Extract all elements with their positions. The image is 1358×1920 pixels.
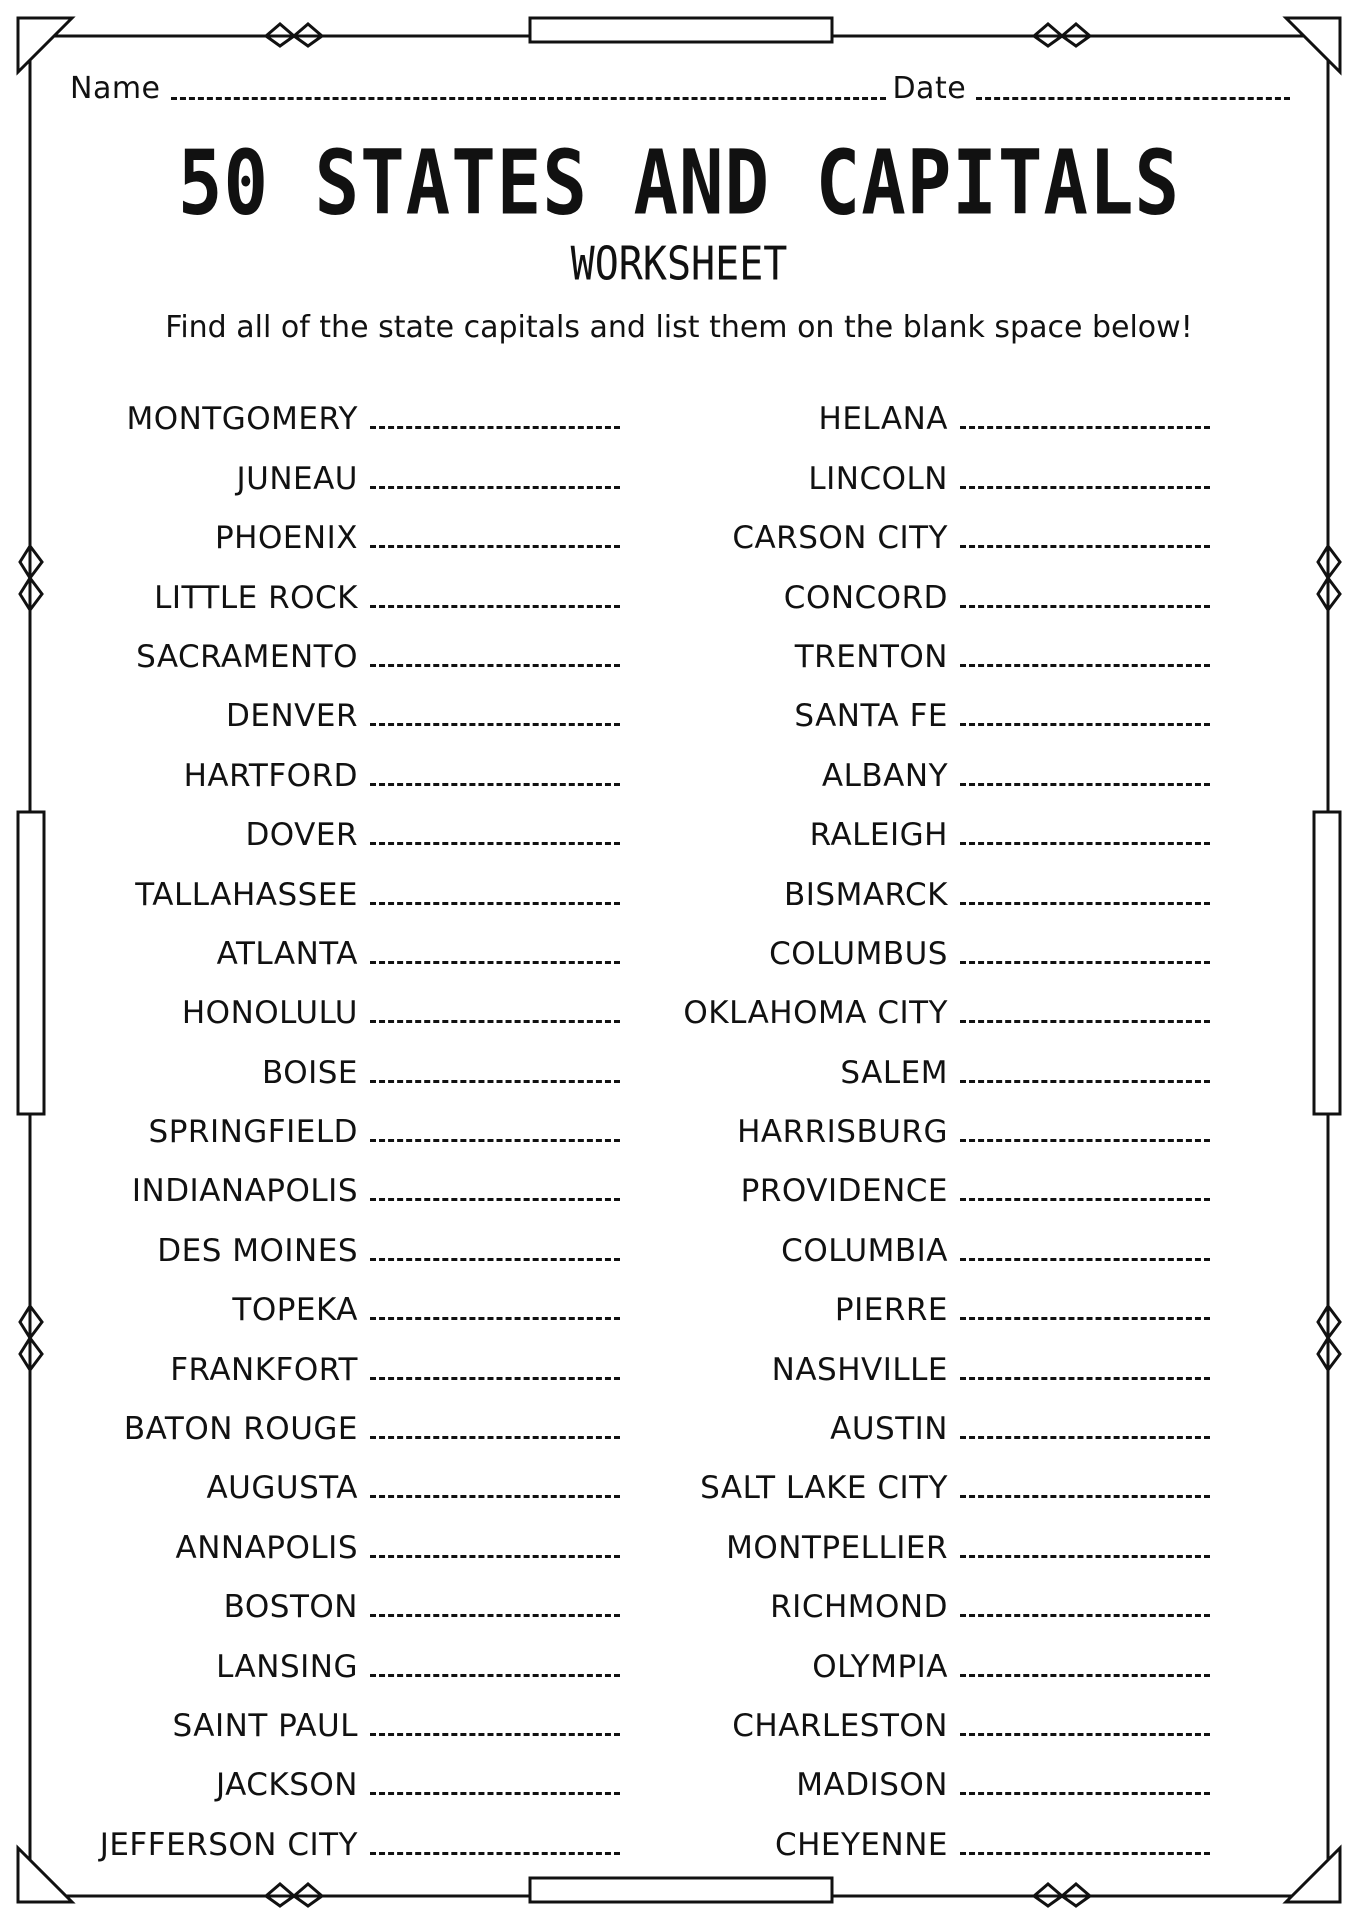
- date-field[interactable]: [976, 97, 1290, 100]
- capital-label: BATON ROUGE: [123, 1411, 358, 1448]
- date-label: Date: [892, 71, 967, 106]
- capital-row: [110, 1209, 630, 1268]
- answer-blank[interactable]: [370, 1080, 620, 1083]
- answer-blank[interactable]: [960, 605, 1210, 608]
- answer-blank[interactable]: [370, 1852, 620, 1855]
- answer-blank[interactable]: [370, 783, 620, 786]
- capital-row: [700, 1150, 1220, 1209]
- capital-row: [700, 913, 1220, 972]
- capital-label: LINCOLN: [808, 460, 948, 497]
- answer-blank[interactable]: [370, 1733, 620, 1736]
- capital-row: [110, 972, 630, 1031]
- capital-row: [700, 1566, 1220, 1625]
- capital-label: JUNEAU: [236, 460, 358, 497]
- answer-blank[interactable]: [960, 842, 1210, 845]
- capital-row: [700, 1388, 1220, 1447]
- capital-label: TRENTON: [794, 638, 948, 675]
- capital-row: [700, 1269, 1220, 1328]
- capital-row: [700, 734, 1220, 793]
- answer-blank[interactable]: [960, 426, 1210, 429]
- capital-label: TALLAHASSEE: [135, 876, 358, 913]
- capital-row: [110, 853, 630, 912]
- capital-row: [99, 1803, 630, 1863]
- answer-blank[interactable]: [370, 1614, 620, 1617]
- capital-row: [110, 1269, 630, 1328]
- answer-blank[interactable]: [370, 664, 620, 667]
- answer-blank[interactable]: [370, 605, 620, 608]
- answer-blank[interactable]: [960, 1495, 1210, 1498]
- capital-row: [700, 616, 1220, 675]
- answer-blank[interactable]: [960, 1317, 1210, 1320]
- capital-row: [110, 1566, 630, 1625]
- capital-label: DENVER: [226, 698, 358, 735]
- capital-label: JEFFERSON CITY: [99, 1826, 358, 1863]
- capital-row: [700, 794, 1220, 853]
- capital-label: INDIANAPOLIS: [131, 1173, 358, 1210]
- capital-label: COLUMBIA: [781, 1232, 948, 1269]
- capital-row: [700, 675, 1220, 734]
- capital-label: ALBANY: [821, 757, 948, 794]
- capital-row: [110, 1091, 630, 1150]
- capital-row: [110, 913, 630, 972]
- capital-row: [700, 1685, 1220, 1744]
- capital-label: SALEM: [840, 1054, 948, 1091]
- capital-label: CONCORD: [783, 579, 948, 616]
- answer-blank[interactable]: [370, 426, 620, 429]
- capital-row: [110, 1031, 630, 1090]
- capital-row: [110, 734, 630, 793]
- capital-label: COLUMBUS: [769, 935, 948, 972]
- answer-blank[interactable]: [370, 1792, 620, 1795]
- capital-row: [700, 437, 1220, 496]
- answer-blank[interactable]: [960, 1436, 1210, 1439]
- capital-row: [700, 1625, 1220, 1684]
- capital-row: [700, 556, 1220, 615]
- capital-label: HELANA: [818, 401, 948, 438]
- capital-label: ATLANTA: [216, 935, 358, 972]
- capital-label: MONTGOMERY: [126, 401, 358, 438]
- answer-blank[interactable]: [370, 902, 620, 905]
- capital-row: [110, 616, 630, 675]
- capital-label: OLYMPIA: [812, 1648, 948, 1685]
- capital-label: SANTA FE: [794, 698, 948, 735]
- capital-label: NASHVILLE: [771, 1351, 948, 1388]
- capital-label: AUGUSTA: [206, 1470, 358, 1507]
- capital-row: [110, 497, 630, 556]
- capital-label: LITTLE ROCK: [154, 579, 358, 616]
- answer-blank[interactable]: [960, 1674, 1210, 1677]
- answer-blank[interactable]: [370, 1674, 620, 1677]
- capital-label: MADISON: [796, 1767, 948, 1804]
- answer-blank[interactable]: [960, 723, 1210, 726]
- capital-row: [110, 794, 630, 853]
- capital-row: [700, 853, 1220, 912]
- capital-row: [110, 1744, 630, 1803]
- capital-row: [110, 556, 630, 615]
- answer-blank[interactable]: [960, 902, 1210, 905]
- right-capitals-column: [683, 378, 1220, 1863]
- answer-blank[interactable]: [960, 486, 1210, 489]
- header-line: [70, 66, 1290, 106]
- answer-blank[interactable]: [370, 486, 620, 489]
- capital-row: [110, 1150, 630, 1209]
- capital-label: MONTPELLIER: [726, 1529, 948, 1566]
- instructions-text: Find all of the state capitals and list them on the blank space below!: [165, 310, 1193, 345]
- capital-row: [110, 1506, 630, 1565]
- answer-blank[interactable]: [370, 961, 620, 964]
- page-title: 50 STATES AND CAPITALS: [177, 132, 1181, 236]
- capital-row: [700, 1209, 1220, 1268]
- capital-label: SPRINGFIELD: [148, 1114, 358, 1151]
- capital-label: CHEYENNE: [774, 1826, 948, 1863]
- capital-label: PIERRE: [834, 1292, 948, 1329]
- capital-label: OKLAHOMA CITY: [683, 995, 948, 1032]
- name-field[interactable]: [171, 97, 887, 100]
- capital-row: [683, 972, 1220, 1032]
- capital-label: TOPEKA: [232, 1292, 358, 1329]
- capital-row: [110, 1328, 630, 1387]
- answer-blank[interactable]: [960, 1792, 1210, 1795]
- answer-blank[interactable]: [960, 1377, 1210, 1380]
- capital-label: PHOENIX: [214, 520, 358, 557]
- capital-label: BOISE: [261, 1054, 358, 1091]
- answer-blank[interactable]: [960, 664, 1210, 667]
- capital-label: AUSTIN: [830, 1411, 948, 1448]
- answer-blank[interactable]: [370, 1495, 620, 1498]
- answer-blank[interactable]: [370, 1198, 620, 1201]
- capital-label: LANSING: [216, 1648, 358, 1685]
- answer-blank[interactable]: [370, 1377, 620, 1380]
- answer-blank[interactable]: [960, 961, 1210, 964]
- capital-label: SALT LAKE CITY: [700, 1470, 948, 1507]
- capital-label: DOVER: [245, 817, 358, 854]
- page-subtitle: WORKSHEET: [570, 238, 788, 291]
- answer-blank[interactable]: [960, 1614, 1210, 1617]
- answer-blank[interactable]: [960, 1020, 1210, 1023]
- answer-blank[interactable]: [960, 1258, 1210, 1261]
- answer-blank[interactable]: [960, 545, 1210, 548]
- answer-blank[interactable]: [960, 1080, 1210, 1083]
- capital-row: [700, 378, 1220, 437]
- capital-row: [110, 1685, 630, 1744]
- capital-label: HONOLULU: [181, 995, 358, 1032]
- answer-blank[interactable]: [960, 1733, 1210, 1736]
- capital-row: [110, 378, 630, 437]
- capital-row: [110, 1625, 630, 1684]
- capital-label: BOSTON: [223, 1589, 358, 1626]
- answer-blank[interactable]: [370, 1555, 620, 1558]
- left-capitals-column: [99, 378, 630, 1863]
- capital-label: BISMARCK: [783, 876, 948, 913]
- capital-label: CHARLESTON: [732, 1707, 948, 1744]
- answer-blank[interactable]: [370, 1317, 620, 1320]
- capital-row: [110, 1388, 630, 1447]
- answer-blank[interactable]: [370, 723, 620, 726]
- answer-blank[interactable]: [370, 842, 620, 845]
- capital-row: [700, 1328, 1220, 1387]
- capital-label: ANNAPOLIS: [175, 1529, 358, 1566]
- capital-row: [110, 675, 630, 734]
- capital-row: [700, 1031, 1220, 1090]
- capital-label: PROVIDENCE: [740, 1173, 948, 1210]
- capital-label: CARSON CITY: [732, 520, 948, 557]
- capital-row: [700, 1447, 1220, 1506]
- capital-row: [700, 1744, 1220, 1803]
- capital-label: HARTFORD: [183, 757, 358, 794]
- answer-blank[interactable]: [960, 1198, 1210, 1201]
- answer-blank[interactable]: [370, 1020, 620, 1023]
- capital-row: [110, 1447, 630, 1506]
- capital-label: HARRISBURG: [737, 1114, 948, 1151]
- capital-row: [700, 1803, 1220, 1862]
- capital-row: [700, 1091, 1220, 1150]
- name-label: Name: [70, 71, 161, 106]
- capital-label: FRANKFORT: [170, 1351, 358, 1388]
- capital-label: SAINT PAUL: [172, 1707, 358, 1744]
- answer-blank[interactable]: [370, 1258, 620, 1261]
- capital-row: [110, 437, 630, 496]
- answer-blank[interactable]: [960, 783, 1210, 786]
- capital-row: [700, 497, 1220, 556]
- answer-blank[interactable]: [960, 1852, 1210, 1855]
- capital-label: JACKSON: [215, 1767, 358, 1804]
- capital-label: RICHMOND: [770, 1589, 948, 1626]
- capital-label: SACRAMENTO: [136, 638, 358, 675]
- capital-row: [700, 1506, 1220, 1565]
- answer-blank[interactable]: [960, 1555, 1210, 1558]
- capital-label: RALEIGH: [809, 817, 948, 854]
- answer-blank[interactable]: [370, 545, 620, 548]
- answer-blank[interactable]: [960, 1139, 1210, 1142]
- answer-blank[interactable]: [370, 1436, 620, 1439]
- answer-blank[interactable]: [370, 1139, 620, 1142]
- capital-label: DES MOINES: [157, 1232, 358, 1269]
